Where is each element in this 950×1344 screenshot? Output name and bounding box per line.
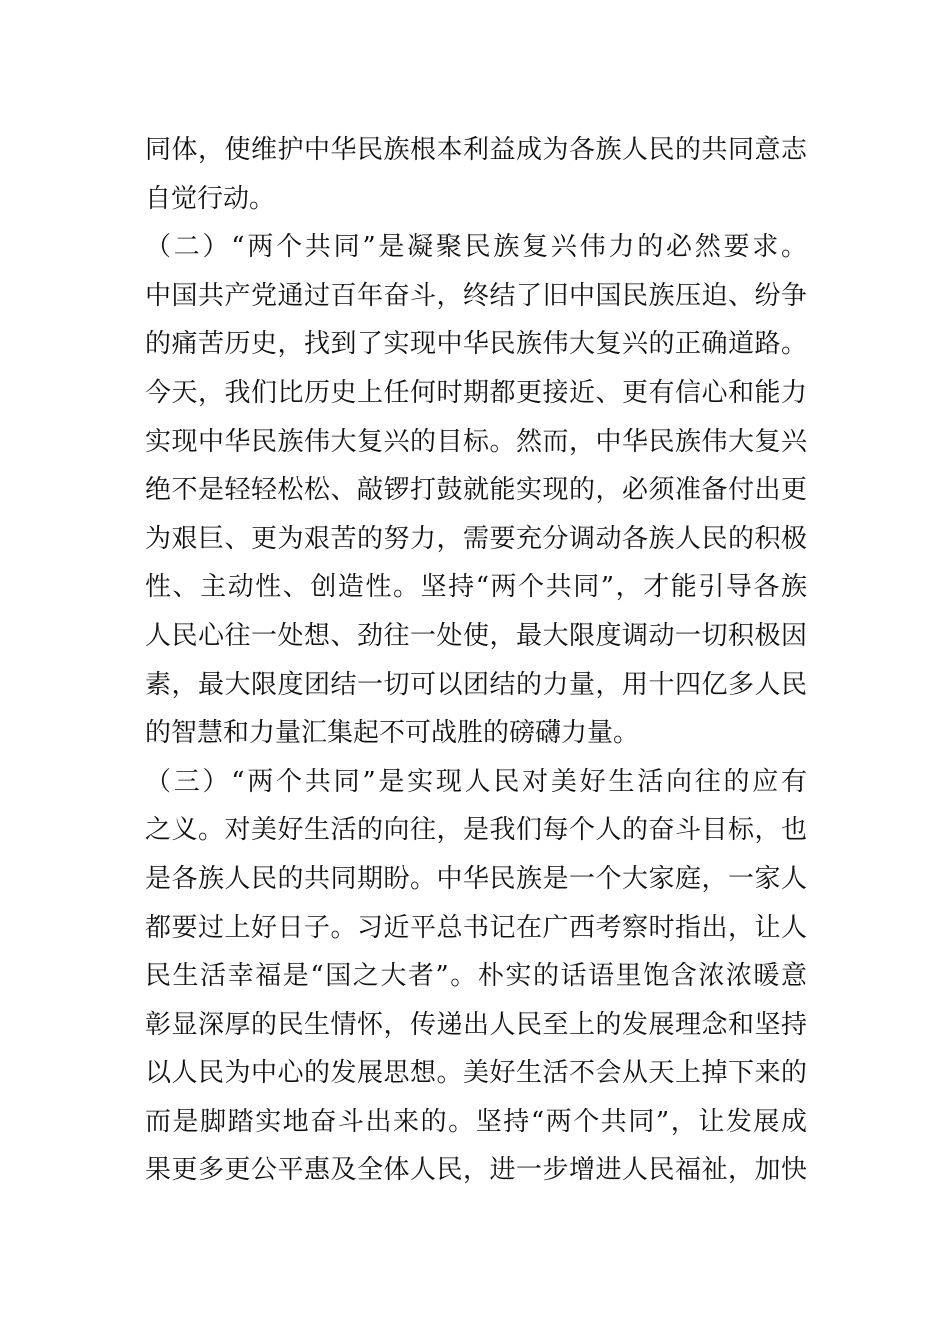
text-line: 实现中华民族伟大复兴的目标。然而，中华民族伟大复兴 (145, 426, 807, 457)
text-line: 素，最大限度团结一切可以团结的力量，用十四亿多人民 (145, 669, 807, 700)
paragraph-heading-line: （三）“两个共同”是实现人民对美好生活向往的应有 (145, 766, 807, 797)
text-line: 是各族人民的共同期盼。中华民族是一个大家庭，一家人 (145, 863, 807, 894)
text-line: 自觉行动。 (145, 183, 276, 214)
text-line: 果更多更公平惠及全体人民，进一步增进人民福祉，加快 (145, 1155, 807, 1186)
text-line: 中国共产党通过百年奋斗，终结了旧中国民族压迫、纷争 (145, 280, 807, 311)
text-line: 而是脚踏实地奋斗出来的。坚持“两个共同”，让发展成 (145, 1106, 807, 1137)
text-line: 绝不是轻轻松松、敲锣打鼓就能实现的，必须准备付出更 (145, 475, 807, 506)
text-line: 民生活幸福是“国之大者”。朴实的话语里饱含浓浓暖意 (145, 961, 807, 992)
text-line: 同体，使维护中华民族根本利益成为各族人民的共同意志 (145, 135, 807, 165)
text-line: 彰显深厚的民生情怀，传递出人民至上的发展理念和坚持 (145, 1009, 807, 1040)
text-line: 性、主动性、创造性。坚持“两个共同”，才能引导各族 (145, 572, 807, 603)
text-line: 都要过上好日子。习近平总书记在广西考察时指出，让人 (145, 912, 807, 943)
text-line: 为艰巨、更为艰苦的努力，需要充分调动各族人民的积极 (145, 523, 807, 554)
text-line: 人民心往一处想、劲往一处使，最大限度调动一切积极因 (145, 620, 807, 651)
paragraph-heading-line: （二）“两个共同”是凝聚民族复兴伟力的必然要求。 (145, 232, 807, 263)
body-text (145, 126, 807, 1195)
text-line: 以人民为中心的发展思想。美好生活不会从天上掉下来的 (145, 1058, 807, 1089)
text-line: 今天，我们比历史上任何时期都更接近、更有信心和能力 (145, 377, 807, 408)
text-line: 的痛苦历史，找到了实现中华民族伟大复兴的正确道路。 (145, 329, 807, 360)
text-line: 的智慧和力量汇集起不可战胜的磅礴力量。 (145, 718, 640, 749)
text-line: 之义。对美好生活的向往，是我们每个人的奋斗目标，也 (145, 815, 807, 846)
